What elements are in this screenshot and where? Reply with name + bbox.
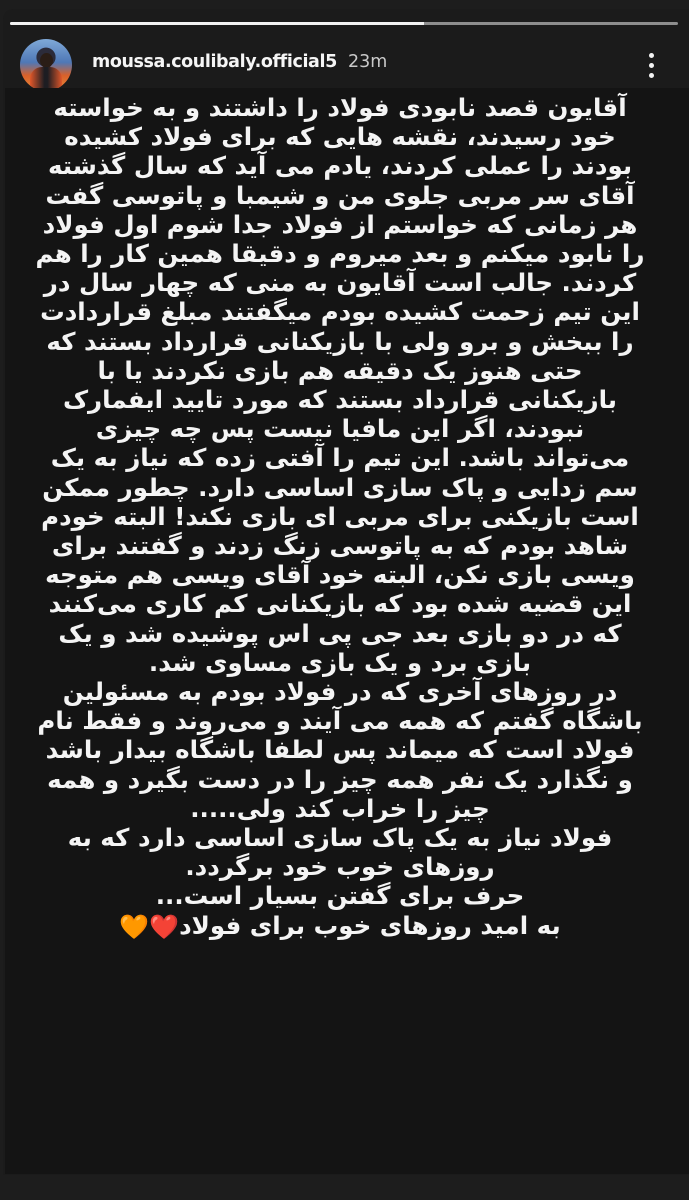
more-options-button[interactable] <box>640 45 662 85</box>
vertical-ellipsis-icon <box>649 53 654 58</box>
story-text-line: و نگذارد یک نفر همه چیز را در دست بگیرد و همه <box>47 764 633 794</box>
vertical-ellipsis-icon <box>649 63 654 68</box>
story-text-line: آقایون قصد نابودی فولاد را داشتند و به خواسته <box>53 93 627 122</box>
story-text-line: که در دو بازی بعد جی پی اس پوشیده شد و یک <box>58 618 622 648</box>
story-text-line: باشگاه گفتم که همه می آیند و می‌روند و فقط نام <box>37 706 643 736</box>
story-text-line: فولاد است که میماند پس لطفا باشگاه بیدار باشد <box>45 735 635 765</box>
avatar[interactable] <box>20 39 72 91</box>
story-text-line: روزهای خوب خود برگردد. <box>185 852 495 882</box>
story-text-line: در روزهای آخری که در فولاد بودم به مسئولین <box>62 677 618 707</box>
story-text-line: کردند. جالب است آقایون به منی که چهار سال در <box>43 268 637 298</box>
story-text-line: این قضیه شده بود که بازیکنانی کم کاری می‌کنند <box>48 589 632 619</box>
story-text-line: را ببخش و برو ولی با بازیکنانی قرارداد بستند که <box>46 326 634 356</box>
story-text-line: بازی برد و یک بازی مساوی شد. <box>148 647 532 677</box>
post-timestamp: 23m <box>348 52 388 72</box>
story-progress-fill <box>10 22 424 25</box>
story-text-line: هر زمانی که خواستم از فولاد جدا شوم اول فولاد <box>42 209 638 239</box>
red-heart-icon: ❤️ <box>149 912 180 941</box>
story-text-line-closing <box>30 911 650 940</box>
story-text-line: حرف برای گفتن بسیار است... <box>155 881 525 911</box>
story-text-line: است بازیکنی برای مربی ای بازی نکند! البته خودم <box>41 501 639 531</box>
story-text-line: سم زدایی و پاک سازی اساسی دارد. چطور ممکن <box>42 472 638 502</box>
story-text-line: خود رسیدند، نقشه هایی که برای فولاد کشیده <box>64 122 616 152</box>
bottom-strip <box>0 1175 689 1200</box>
story-text-line: فولاد نیاز به یک پاک سازی اساسی دارد که به <box>67 823 613 853</box>
story-text-line: را نابود میکنم و بعد میروم و دقیقا همین کار را هم <box>35 239 645 269</box>
story-text-line: بازیکنانی قرارداد بستند که مورد تایید ایفمارک <box>62 385 618 415</box>
vertical-ellipsis-icon <box>649 73 654 78</box>
closing-text: به امید روزهای خوب برای فولاد <box>179 910 561 940</box>
orange-heart-icon: 🧡 <box>119 912 150 941</box>
story-text-line: شاهد بودم که به پاتوسی زنگ زدند و گفتند برای <box>51 531 629 561</box>
story-text-line: بودند را عملی کردند، یادم می آید که سال گذشته <box>47 151 633 181</box>
story-text-block <box>30 93 650 940</box>
story-text-line: می‌تواند باشد. این تیم را آفتی زده که نیاز به یک <box>50 443 630 473</box>
story-progress-bar <box>10 22 678 25</box>
story-text-line: آقای سر مربی جلوی من و شیمبا و پاتوسی گفت <box>45 180 635 210</box>
story-text-line: حتی هنوز یک دقیقه هم بازی نکردند یا با <box>97 355 583 385</box>
story-text-line: این تیم زحمت کشیده بودم میگفتند مبلغ قراردادت <box>40 297 640 327</box>
avatar-photo-head <box>40 53 53 68</box>
story-header <box>0 30 689 88</box>
username-link[interactable]: moussa.coulibaly.official5 <box>92 52 337 72</box>
story-text-line: ویسی بازی نکن، البته خود آقای ویسی هم متوجه <box>45 560 635 590</box>
story-text-line: چیز را خراب کند ولی..... <box>190 793 490 823</box>
story-text-line: نبودند، اگر این مافیا نیست پس چه چیزی <box>95 414 585 444</box>
